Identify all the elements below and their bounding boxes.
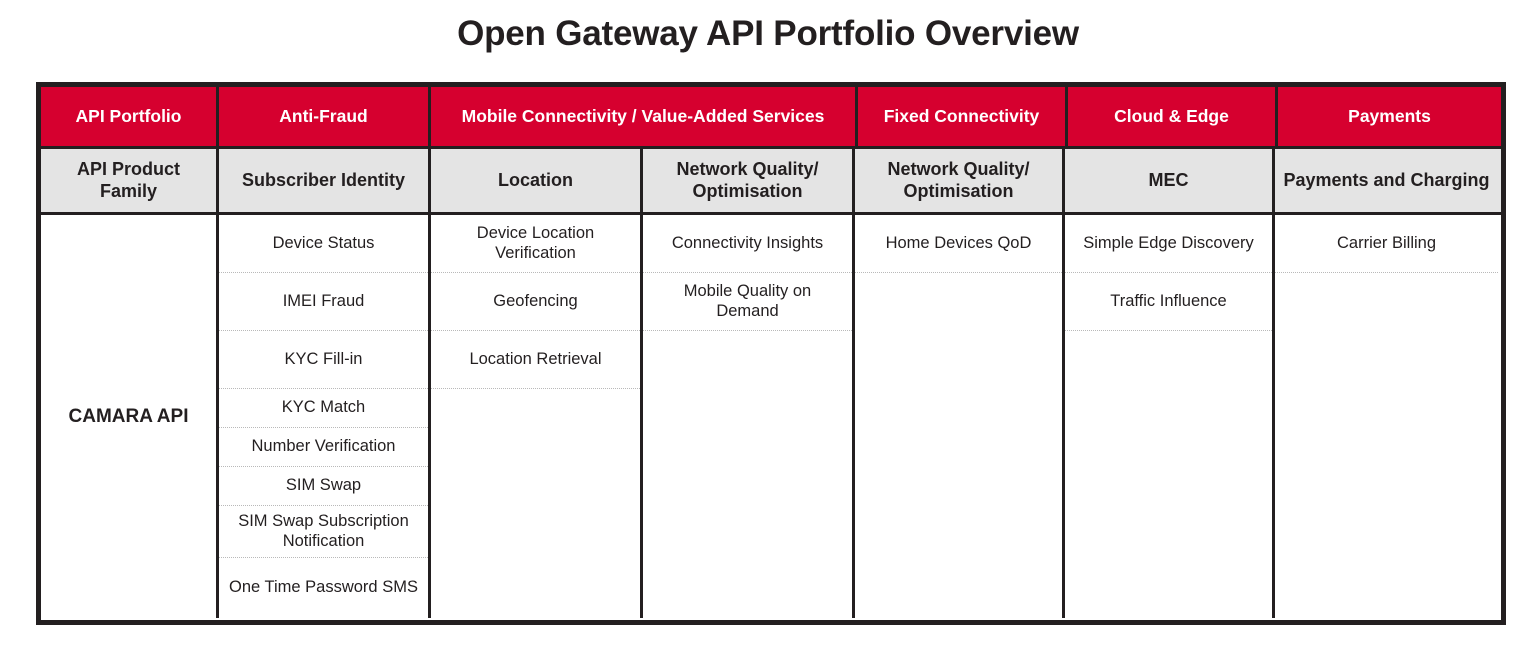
portfolio-header-anti-fraud: Anti-Fraud	[219, 87, 431, 146]
row-label-camara-api: CAMARA API	[41, 215, 219, 618]
column-network-quality-mobile-empty	[643, 331, 852, 618]
list-item: Geofencing	[431, 273, 640, 331]
list-item: Carrier Billing	[1275, 215, 1498, 273]
column-location	[431, 215, 643, 618]
list-item: KYC Match	[219, 389, 428, 428]
family-header-subscriber-identity: Subscriber Identity	[219, 149, 431, 212]
list-item: SIM Swap	[219, 467, 428, 506]
family-header-network-quality-mobile: Network Quality/ Optimisation	[643, 149, 855, 212]
portfolio-header-payments: Payments	[1348, 106, 1431, 127]
portfolio-header-api-portfolio: API Portfolio	[41, 87, 219, 146]
list-item: One Time Password SMS	[229, 578, 418, 597]
column-location-empty	[431, 389, 640, 618]
column-payments-charging	[1275, 215, 1498, 618]
family-header-payments-charging: Payments and Charging	[1283, 169, 1490, 190]
list-item: KYC Fill-in	[219, 331, 428, 389]
column-mec	[1065, 215, 1275, 618]
column-payments-charging-empty	[1275, 273, 1498, 618]
list-item: Device Status	[219, 215, 428, 273]
list-item: Mobile Quality on Demand	[643, 273, 852, 331]
list-item: SIM Swap Subscription Notification	[219, 506, 428, 558]
table-grid	[41, 87, 1501, 620]
family-header-location: Location	[431, 149, 643, 212]
portfolio-header-mobile-connectivity: Mobile Connectivity / Value-Added Services	[431, 87, 858, 146]
family-header-row	[41, 149, 1501, 215]
portfolio-header-row	[41, 87, 1501, 149]
page-title: Open Gateway API Portfolio Overview	[457, 14, 1079, 53]
list-item: Connectivity Insights	[643, 215, 852, 273]
list-item: Location Retrieval	[431, 331, 640, 389]
table-body-row	[41, 215, 1501, 618]
column-network-quality-fixed-empty	[855, 273, 1062, 618]
portfolio-header-fixed-connectivity: Fixed Connectivity	[858, 87, 1068, 146]
list-item: Home Devices QoD	[855, 215, 1062, 273]
column-network-quality-mobile	[643, 215, 855, 618]
family-header-network-quality-fixed: Network Quality/ Optimisation	[855, 149, 1065, 212]
column-network-quality-fixed	[855, 215, 1065, 618]
list-item: IMEI Fraud	[219, 273, 428, 331]
list-item: Device Location Verification	[431, 215, 640, 273]
list-item: Number Verification	[219, 428, 428, 467]
family-header-mec: MEC	[1065, 149, 1275, 212]
family-header-api-product-family: API Product Family	[41, 149, 219, 212]
portfolio-header-cloud-edge: Cloud & Edge	[1068, 87, 1278, 146]
column-subscriber-identity	[219, 215, 431, 618]
list-item: Traffic Influence	[1065, 273, 1272, 331]
list-item: Simple Edge Discovery	[1065, 215, 1272, 273]
column-mec-empty	[1065, 331, 1272, 618]
api-portfolio-table	[36, 82, 1506, 625]
